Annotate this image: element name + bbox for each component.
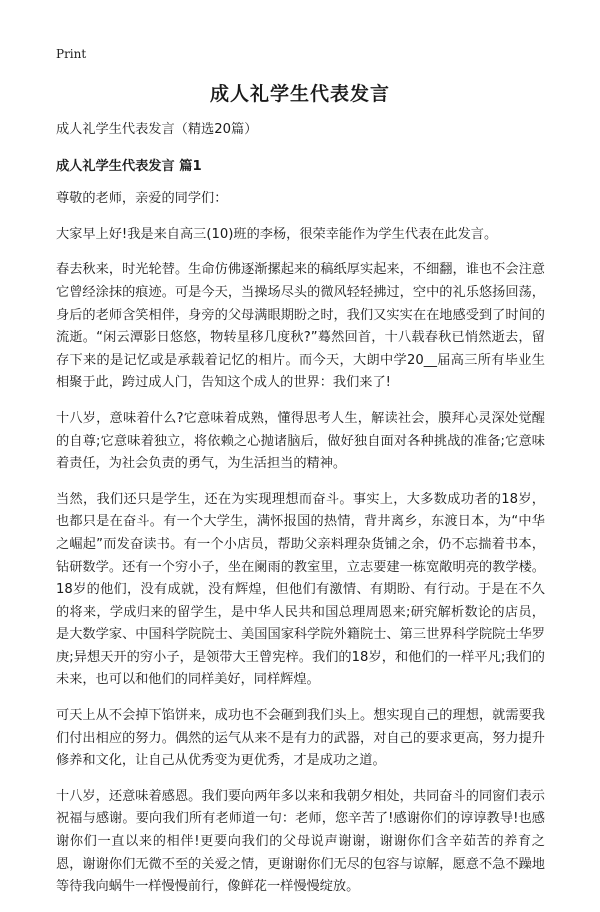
- paragraph-gratitude: 十八岁，还意味着感恩。我们要向两年多以来和我朝夕相处，共同奋斗的同窗们表示祝福与感谢。要向我们所有老师道一句：老师，您辛苦了!感谢你们的谆谆教导!也感谢你们一直以来的相伴!更要向我们的父母说声谢谢，谢谢你们含辛茹苦的养育之恩，谢谢你们无微不至的关爱之情，更谢谢你们无尽的包容与谅解，愿意不急不躁地等待我向蜗牛一样慢慢前行，像鲜花一样慢慢绽放。: [56, 788, 545, 895]
- document-subtitle: 成人礼学生代表发言（精选20篇）: [56, 122, 258, 137]
- document-body: [56, 119, 545, 912]
- paragraph-time: 春去秋来，时光轮替。生命仿佛逐渐摞起来的稿纸厚实起来，不细翻，谁也不会注意它曾经涂抹的痕迹。可是今天，当操场尽头的微风轻轻拂过，空中的礼乐悠扬回荡，身后的老师含笑相伴，身旁的父母满眼期盼之时，我们又实实在在地感受到了时间的流逝。“闲云潭影日悠悠，物转星移几度秋?”蓦然回首，十八载春秋已悄然逝去，留存下来的是记忆或是承载着记忆的相片。而今天，大朗中学20__届高三所有毕业生相聚于此，跨过成人门，告知这个成人的世界：我们来了!: [56, 262, 545, 391]
- section-heading: 成人礼学生代表发言 篇1: [56, 158, 202, 174]
- paragraph-eighteen: 十八岁，意味着什么?它意味着成熟，懂得思考人生，解读社会，膜拜心灵深处觉醒的自尊;它意味着独立，将依赖之心抛诸脑后，做好独自面对各种挑战的准备;它意味着责任，为社会负责的勇气，为生活担当的精神。: [56, 410, 545, 472]
- page-title: 成人礼学生代表发言: [209, 83, 390, 105]
- paragraph-examples: 当然，我们还只是学生，还在为实现理想而奋斗。事实上，大多数成功者的18岁，也都只是在奋斗。有一个大学生，满怀报国的热情，背井离乡，东渡日本，为“中华之崛起”而发奋读书。有一个小店员，帮助父亲料理杂货铺之余，仍不忘揣着书本，钻研数学。还有一个穷小子，坐在阑雨的教室里，立志要建一栋宽敞明亮的教学楼。18岁的他们，没有成就，没有辉煌，但他们有激情、有期盼、有行动。于是在不久的将来，学成归来的留学生，是中华人民共和国总理周恩来;研究解析数论的店员，是大数学家、中国科学院院士、美国国家科学院外籍院士、第三世界科学院院士华罗庚;异想天开的穷小子，是领带大王曾宪梓。我们的18岁，和他们的一样平凡;我们的未来，也可以和他们的同样美好，同样辉煌。: [56, 491, 545, 688]
- paragraph-effort: 可天上从不会掉下馅饼来，成功也不会砸到我们头上。想实现自己的理想，就需要我们付出相应的努力。偶然的运气从来不是有力的武器，对自己的要求更高，努力提升修养和文化，让自己从优秀变为更优秀，才是成功之道。: [56, 708, 545, 769]
- paragraph-greeting: 尊敬的老师，亲爱的同学们：: [56, 191, 228, 207]
- paragraph-intro: 大家早上好!我是来自高三(10)班的李杨，很荣幸能作为学生代表在此发言。: [56, 226, 498, 242]
- print-link[interactable]: Print: [56, 47, 87, 61]
